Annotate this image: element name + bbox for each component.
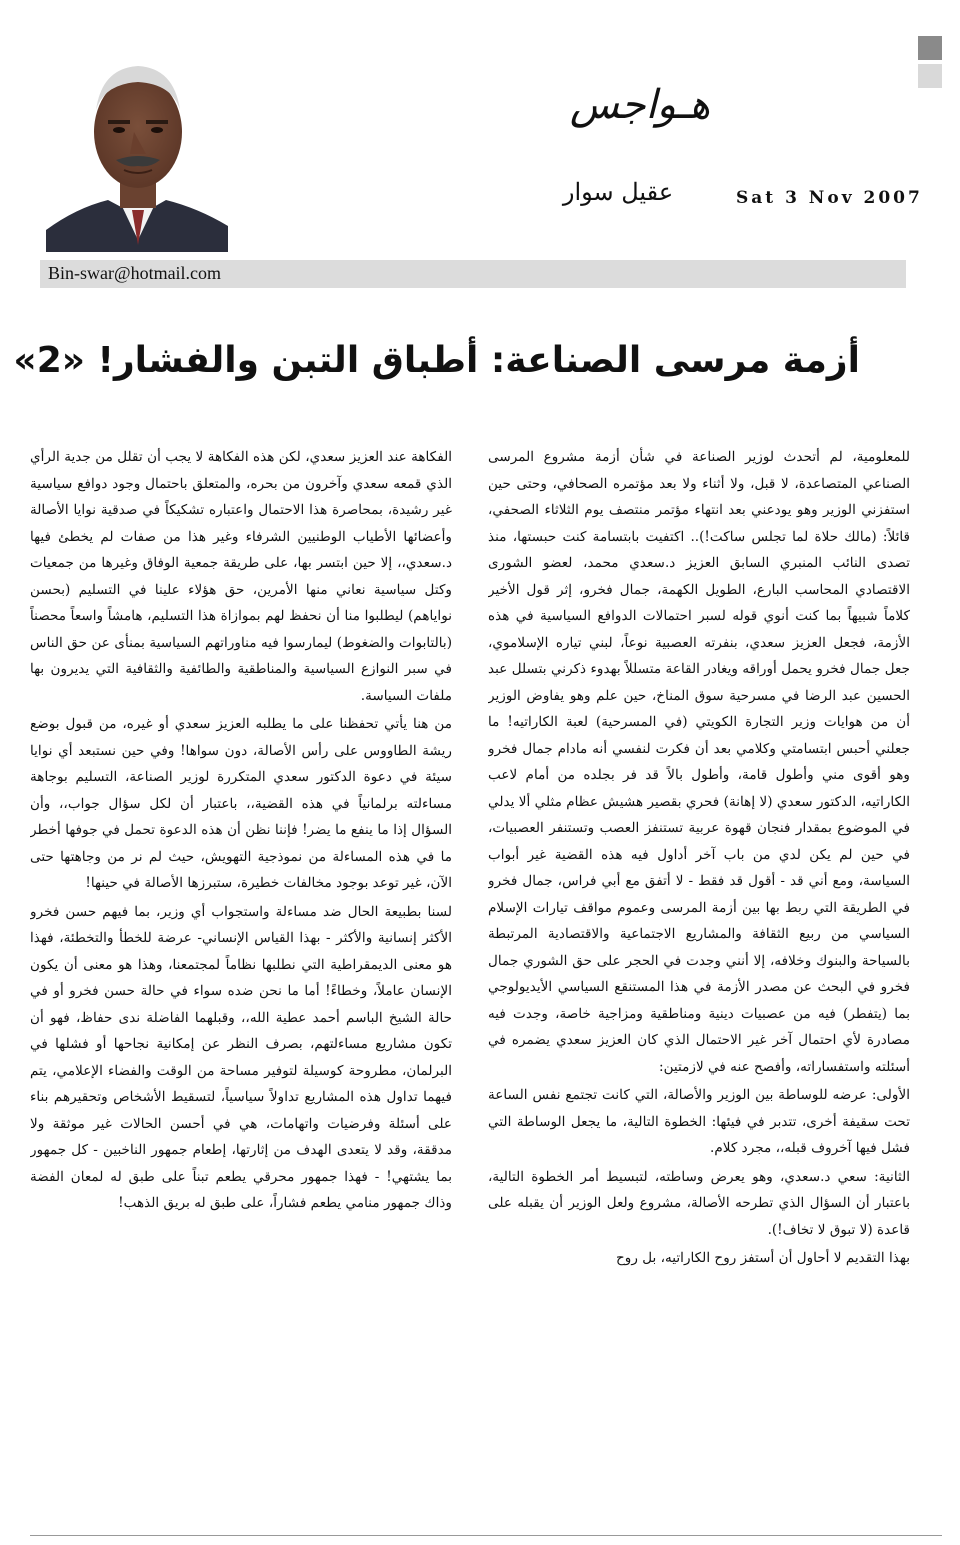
author-email[interactable]: Bin-swar@hotmail.com [48,263,222,283]
paragraph: من هنا يأتي تحفظنا على ما يطلبه العزيز سعدي أو غيره، من قبول بوضع ريشة الطاووس على رأس الأصالة، دون سواها! وفي حين نستبعد أي نوايا سيئة في دعوة الدكتور سعدي المتكررة لوزير الصناعة، التسليم بوجاهة مساءلته برلمانياً في هذه القضية،، باعتبار أن لكل سؤال جواب،، وأن السؤال إذا ما ينفع ما يضر! فإننا نظن أن هذه الدعوة تحمل في جوفها أخطر ما في هذه المساءلة من نموذجية التهويش، حيث لم نر من وجاهتها حتى الآن، غير توعد بوجود مخالفات خطيرة، ستبرزها الأصالة في حينها! [30,716,452,891]
author-portrait [46,40,228,252]
marker-square-light [918,64,942,88]
paragraph: بهذا التقديم لا أحاول أن أستفز روح الكاراتيه، بل روح [616,1250,910,1266]
paragraph: الفكاهة عند العزيز سعدي، لكن هذه الفكاهة لا يجب أن تقلل من جدية الرأي الذي قمعه سعدي وآخرون من بحره، والمتعلق باحتمال وجود دوافع سياسية غير رشيدة، بمحاصرة هذا الاحتمال واعتباره تشكيكاً في صدقية نوايا الأصالة وأعضائها الأطياب الوطنيين الشرفاء وغير هذا من صفات لم يخطئ فيها د.سعدي،، إلا حين ابتسر بها، على طريقة جمعية الوفاق وغيرها من جمعيات وكتل سياسية نعاني منها الأمرين، حق هؤلاء علينا في التسليم (بحسن نواياهم) ليطلبوا منا أن نحفظ لهم بموازاة هذا التسليم، هامشاً واسعاً محصناً (بالتابوات والضغوط) ليمارسوا فيه مناوراتهم السياسية بمنأى عن حق الناس في سبر النوازع السياسية والمناطقية والطائفية والثقافية التي يديرون بها ملفات السياسة. [30,449,452,704]
article-column-right [488,444,910,1532]
email-bar [40,260,906,288]
paragraph: الثانية: سعي د.سعدي، وهو يعرض وساطته، لتبسيط أمر الخطوة التالية، باعتبار أن السؤال الذي تطرحه الأصالة، مشروع ولعل الوزير أن يقبله على قاعدة (لا تبوق لا تخاف!). [488,1168,910,1238]
article-headline: أزمة مرسى الصناعة: أطباق التبن والفشار! «2» [13,340,860,381]
article-column-left [30,444,452,1532]
bottom-divider [30,1535,942,1536]
publish-date: Sat 3 Nov 2007 [736,188,923,208]
column-name: هـواجس [569,82,711,128]
paragraph: لسنا بطبيعة الحال ضد مساءلة واستجواب أي وزير، بما فيهم حسن فخرو الأكثر إنسانية والأكثر - بهذا القياس الإنساني- عرضة للخطأ والتخطئة، فهذا هو معنى الديمقراطية التي نطلبها نظاماً لمجتمعنا، وهذا هو معنى أن يكون الإنسان عاملاً، وخطاءً! أما ما نحن ضده سواء في حالة حسن فخرو أو في حالة الشيخ الباسم أحمد عطية الله،، وقبلهما الفاضلة ندى حفاظ، فهو أن تكون مشاريع مساءلتهم، بصرف النظر عن إمكانية نجاحها أو فشلها في البرلمان، مطروحة كوسيلة لتوفير مساحة من الوقت والفضاء الإعلامي، يتم فيهما تداول هذه المشاريع تداولاً سياسياً، لتسقيط الأشخاص وتحقيرهم بناء على أسئلة وفرضيات واتهامات، هي في أحسن الحالات غير موثقة ولا مدققة، وقد لا يتعدى الهدف من إثارتها، إطعام جمهور الناخبين - كل جمهور بما يشتهي! - فهذا جمهور محرقي يطعم تبناً على طبق له لمعان الفضة وذاك جمهور منامي يطعم فشاراً، على طبق له بريق الذهب! [30,903,452,1211]
author-name: عقيل سوار [562,178,674,206]
marker-square-dark [918,36,942,60]
paragraph: الأولى: عرضه للوساطة بين الوزير والأصالة، التي كانت تجتمع نفس الساعة تحت سقيفة أخرى، تتدبر في فيئها: الخطوة التالية، ما يجعل الوساطة التي فشل فيها آخروف قبله،، مجرد كلام. [488,1087,910,1156]
paragraph: للمعلومية، لم أتحدث لوزير الصناعة في شأن أزمة مشروع المرسى الصناعي المتصاعدة، لا قبل، ولا أثناء ولا بعد مؤتمره الصحافي، وحتى حين استفزني الوزير وهو يودعني بعد انتهاء مؤتمر منتصف يوم الثلاثاء الصحفي، قائلاً: (مالك حلاة لما تجلس ساكت!).. اكتفيت بابتسامة كنت حبستها، منذ تصدى النائب المنبري السابق العزيز د.سعدي محمد، لعضو الشورى الاقتصادي المحاسب البارع، الطويل الكهمة، جمال فخرو، إثر قول الأخير كلاماً شبيهاً بما كنت أنوي قوله لسبر احتمالات الدوافع السياسية في هذه الأزمة، فجعل العزيز سعدي، بنفرته العصبية نوعاً، لبني تياره الإسلاموي، جعل جمال فخرو يحمل أوراقه ويغادر القاعة متسللاً بهدوء ذكرني بتسلل عبد الحسين عبد الرضا في مسرحية سوق المناخ، حين علم وهو يفاوض الوزير أن من هوايات وزير التجارة الكويتي (في المسرحية) لعبة الكاراتيه! ما جعلني أحبس ابتسامتي وكلامي بعد أن فكرت لنفسي أنه مادام جمال فخرو وهو أقوى مني وأطول قامة، وأطول بالاً قد فر بجلده من أمام لاعب الكاراتيه، الدكتور سعدي (لا إهانة) فحري بقصير هشيش عظام مثلي ألا يدلي في الموضوع بمقدار فنجان قهوة عربية تستنفز العصب وتستنفر العصبيات، في حين لم يكن لدي من باب آخر أداول فيه هذه القضية غير أبواب السياسة، ومع أني قد - أقول قد فقط - لا أتفق مع أبي فراس، جمال فخرو في الطريقة التي ربط بها بين أزمة المرسى وعموم مواقف تيارات الإسلام السياسي من ربيع الثقافة والمشاريع الاجتماعية والاقتصادية المرتبطة بالسياحة والبنوك وخلافه، إلا أنني وجدت في الحجر على حق الشوري جمال فخرو في البحث عن مصدر الأزمة في هذا المستنقع السياسي الأيديولوجي بما (يتفطر) فيه من عصبيات دينية ومناطقية ومزاجية خاصة، وجدت فيه مصادرة لأي احتمال آخر غير الاحتمال الذي كان العزيز سعدي يضمره في أسئلته واستفساراته، وأفصح عنه في لازمتين: [488,449,910,1075]
